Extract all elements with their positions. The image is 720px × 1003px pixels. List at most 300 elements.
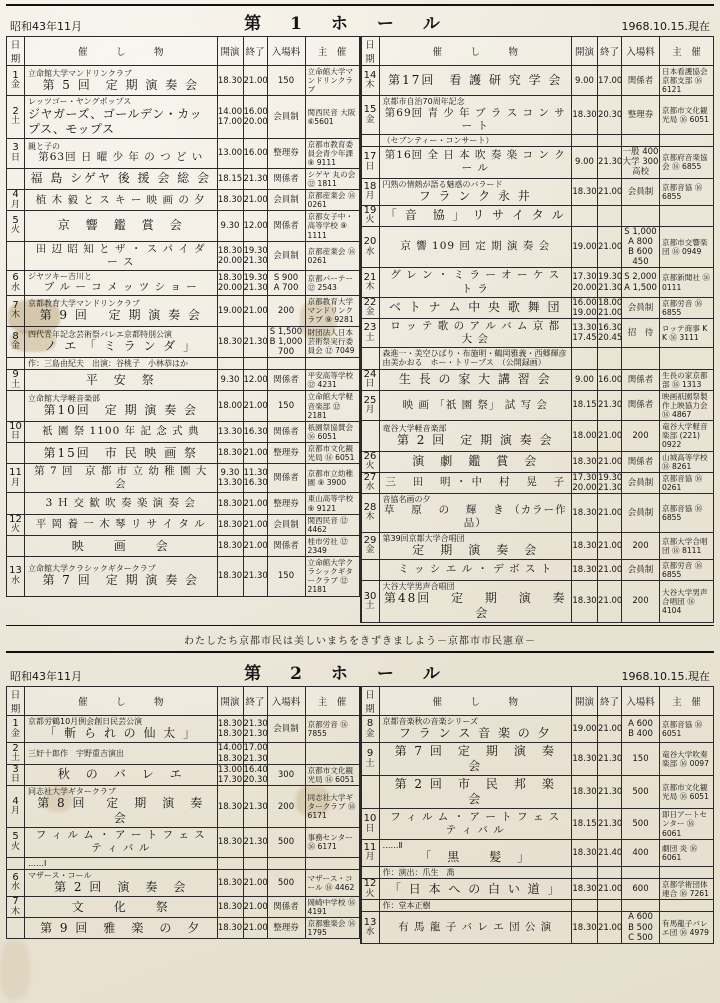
row-start-time [572,866,598,878]
row-event: 同志社大学ギタークラブ 第 8 回 定 期 演 奏 会 [25,786,218,828]
row-end-time: 21.00 [243,535,267,556]
row-host: 関西民音 大阪⑥5601 [305,96,359,138]
row-end-time [598,134,622,146]
table-row [361,580,714,622]
table-row [361,146,714,178]
row-day: 12 火 [361,879,379,900]
hall-section-2 [6,657,714,944]
row-start-time: 18.30 [572,559,598,580]
row-event: 森進一・美空ひばり・布施明・鶴岡雅義・西郷輝彦 由美かおる ホー・トリープス （公開録画） [379,348,572,369]
row-host: 劇団 炎 ⑯ 6061 [660,839,714,866]
row-host [660,348,714,369]
row-day: 23 土 [361,319,379,348]
table-header-row [361,687,714,716]
row-start-time: 19.00 [572,226,598,268]
row-day: 2 土 [7,743,25,764]
table-row [361,866,714,878]
rows-left-hall2 [7,716,360,939]
row-admission-fee: 会員制 [622,559,660,580]
table-header-row [7,687,360,716]
row-event: 演 劇 鑑 賞 会 [379,451,572,472]
row-admission-fee: 関係者 [267,535,305,556]
row-host: 京都市立幼稚園 ⑨ 3900 [305,464,359,493]
table-row [361,319,714,348]
row-day: 10 日 [361,809,379,839]
rows-right-hall1 [361,66,714,623]
row-admission-fee: 会員制 [622,178,660,205]
table-row [7,918,360,939]
row-admission-fee [267,743,305,764]
row-event: 四代青年記念芸術祭バレエ京都特別公演 ノ エ 「 ミ ラ ン ダ 」 [25,326,218,358]
col-start: 開演 [217,687,243,716]
row-start-time: 18.30 [572,776,598,809]
row-event: 秋 の バ レ エ [25,764,218,785]
row-start-time: 18.30 [217,443,243,464]
row-start-time: 18.15 [572,390,598,420]
table-row [7,96,360,138]
row-end-time: 19.30 21.30 [243,270,267,295]
row-day [361,866,379,878]
row-day: 6 水 [7,869,25,896]
row-admission-fee: 会員制 [267,190,305,211]
table-row [361,205,714,226]
row-start-time: 18.30 [572,451,598,472]
row-day: 24 日 [361,369,379,390]
row-day: 2 土 [7,96,25,138]
col-host: 主 催 [305,37,359,66]
row-start-time: 18.30 [217,557,243,596]
row-start-time: 9.30 [217,370,243,391]
row-host: 生長の家京都部 ⑯ 1313 [660,369,714,390]
hall-header [6,657,714,686]
row-event: 第 7 回 定 期 演 奏 会 [379,743,572,776]
row-admission-fee: 招 待 [622,319,660,348]
row-host: 東山高等学校 ⑨ 9121 [305,493,359,514]
row-host [660,866,714,878]
row-end-time: 21.30 [243,326,267,358]
row-start-time: 18.30 [572,879,598,900]
col-start: 開演 [572,37,598,66]
row-host: 事務センター ⑯ 6171 [305,828,359,857]
row-host: 京都労音 ⑯ 6855 [660,297,714,318]
row-event: 第15回 市 民 映 画 祭 [25,443,218,464]
row-event: 平 安 祭 [25,370,218,391]
row-event: ……Ⅱ 「 黒 髪 」 [379,839,572,866]
row-day [361,900,379,912]
row-day [361,776,379,809]
row-day [7,241,25,270]
row-admission-fee [622,900,660,912]
row-event: ロ ッ テ 歌 の ア ル バ ム 京 都 大 会 [379,319,572,348]
table-row [7,716,360,743]
row-host: 京都学術団体連合 ⑯ 7261 [660,879,714,900]
row-host: 京都雅楽会 ⑯ 1795 [305,918,359,939]
row-start-time: 18.15 [572,809,598,839]
schedule-table-left-hall1 [6,36,360,597]
row-start-time: 18.30 [217,190,243,211]
row-end-time: 21.00 [243,190,267,211]
row-day: 1 金 [7,716,25,743]
row-event: 有 馬 龍 子 バ レ エ 団 公 演 [379,912,572,944]
row-admission-fee: 関係者 [267,211,305,241]
row-start-time: 17.30 20.00 [572,268,598,297]
row-event: 第39回京都大学合唱団 定 期 演 奏 会 [379,532,572,559]
hall-as-of-date: 1968.10.15.現在 [621,670,710,684]
row-start-time: 18.30 [572,743,598,776]
row-event: 作：三島由紀夫 出演：谷桃子 小林恭はか [25,358,218,370]
row-end-time: 21.00 [243,443,267,464]
row-admission-fee: 300 [267,764,305,785]
row-start-time: 18.30 [572,532,598,559]
col-end: 終了 [243,37,267,66]
hall-era-date: 昭和43年11月 [10,670,82,684]
row-end-time: 21.00 [598,451,622,472]
row-host: 京都音協 ⑯ 6855 [660,494,714,532]
table-header-row [7,37,360,66]
row-host: 京都音協 ⑯ 6051 [660,716,714,743]
row-start-time: 9.30 13.30 [217,464,243,493]
row-start-time: 18.30 [217,896,243,917]
row-host: 京都産業会 ⑯ 0261 [305,241,359,270]
table-row [7,358,360,370]
row-day: 28 木 [361,494,379,532]
row-start-time: 14.00 17.00 [217,96,243,138]
row-event: 作：堂本正樹 [379,900,572,912]
row-end-time: 21.30 [243,786,267,828]
row-end-time: 17.00 21.30 [243,743,268,764]
row-start-time: 18.30 [572,912,598,944]
row-start-time: 18.30 [572,178,598,205]
row-end-time: 21.00 [243,66,267,96]
row-admission-fee: 会員制 [622,297,660,318]
row-admission-fee: 200 [622,580,660,622]
row-start-time: 18.00 [217,391,243,421]
row-start-time: 18.30 [217,918,243,939]
row-end-time: 19.30 21.30 [598,472,623,493]
row-event: 京 響 109 回 定 期 演 奏 会 [379,226,572,268]
row-day: 5 火 [7,211,25,241]
row-end-time: 21.00 [598,716,622,743]
rows-right-hall2 [361,716,714,944]
row-end-time: 21.00 [598,559,622,580]
table-row [7,896,360,917]
col-host: 主 催 [305,687,359,716]
row-admission-fee: 会員制 [267,716,305,743]
table-row [7,370,360,391]
row-start-time: 19.00 [217,296,243,326]
table-row [361,268,714,297]
table-row [7,764,360,785]
row-day: 10 日 [7,421,25,442]
row-admission-fee: 500 [267,869,305,896]
hall-header [6,7,714,36]
row-day [361,421,379,451]
hall-era-date: 昭和43年11月 [10,20,82,33]
row-event: 立命館大学マンドリンクラブ 第 5 回 定 期 演 奏 会 [25,66,218,96]
row-day: 7 木 [7,296,25,326]
row-host: 祇園祭協賛会 ⑯ 6051 [305,421,359,442]
row-admission-fee: 200 [622,532,660,559]
row-admission-fee: 500 [622,776,660,809]
row-end-time: 16.00 [243,138,267,168]
row-end-time: 21.00 [243,493,267,514]
table-row [361,472,714,493]
table-row [7,828,360,857]
row-admission-fee: 整理券 [622,96,660,134]
row-event: フ ィ ル ム ・ ア ー ト フ ェ ス テ ィ バ ル [379,809,572,839]
table-row [361,912,714,944]
row-host: 関西民音 ⑫ 4462 [305,514,359,535]
row-host: 有馬龍子バレエ団 ⑯ 4979 [660,912,714,944]
row-day [361,559,379,580]
row-end-time: 21.00 [598,421,622,451]
row-day: 29 金 [361,532,379,559]
table-row [361,226,714,268]
row-admission-fee: 整理券 [267,443,305,464]
row-event: 「 音 協 」 リ サ イ タ ル [379,205,572,226]
row-event: 第 2 回 市 民 邦 楽 会 [379,776,572,809]
row-end-time: 21.00 [243,896,267,917]
row-end-time: 21.30 [243,168,267,189]
row-event: 京都音楽秋の音楽シリーズ フ ラ ン ス 音 楽 の 夕 [379,716,572,743]
row-host: 財団法人日本芸術祭実行委員会 ⑫ 7049 [305,326,359,358]
row-start-time: 18.15 [217,168,243,189]
row-end-time: 21.30 [598,776,622,809]
row-day: 9 土 [7,370,25,391]
table-row [361,743,714,776]
row-host: 京都音協 ⑯ 0261 [660,472,714,493]
row-day: 13 水 [7,557,25,596]
row-day: 3 日 [7,138,25,168]
schedule-table-right-hall2 [361,686,715,944]
row-start-time: 9.30 [217,211,243,241]
row-host: 京都音協 ⑯ 6855 [660,178,714,205]
hall-top-rule [6,4,714,6]
row-host: 平安高等学校 ⑫ 4231 [305,370,359,391]
row-admission-fee: 関係者 [267,370,305,391]
row-start-time: 18.30 [217,326,243,358]
row-end-time: 21.00 [598,532,622,559]
row-start-time: 9.00 [572,369,598,390]
row-admission-fee: 500 [622,809,660,839]
row-host: 桂市労社 ⑫ 2349 [305,535,359,556]
row-end-time: 21.00 [598,580,622,622]
table-row [7,535,360,556]
row-end-time: 17.00 [598,66,622,96]
table-row [361,559,714,580]
row-day [7,443,25,464]
row-end-time: 21.00 [598,178,622,205]
row-end-time [598,900,622,912]
row-host: 同志社大学ギタークラブ ⑯ 6171 [305,786,359,828]
col-day: 日期 [361,687,379,716]
row-start-time: 18.30 [572,839,598,866]
table-row [361,839,714,866]
col-day: 日期 [7,37,25,66]
row-end-time: 19.30 21.30 [598,268,622,297]
row-admission-fee: S 1,000 A 800 B 600 450 [622,226,660,268]
row-start-time: 18.30 [217,535,243,556]
row-day: 3 日 [7,764,25,785]
row-day: 5 火 [7,828,25,857]
row-admission-fee: 会員制 [267,514,305,535]
row-admission-fee: 整理券 [267,493,305,514]
row-day [7,535,25,556]
table-row [361,421,714,451]
table-row [7,138,360,168]
row-host [660,900,714,912]
row-event: ベ ト ナ ム 中 央 歌 舞 団 [379,297,572,318]
row-start-time: 18.30 [572,96,598,134]
table-header-row [361,37,714,66]
row-start-time [217,857,243,869]
row-start-time: 13.00 17.30 [217,764,243,785]
row-host: ロッテ商事 K K ⑯ 3111 [660,319,714,348]
row-start-time: 13.00 [217,138,243,168]
table-row [361,451,714,472]
row-end-time: 21.00 [598,226,622,268]
row-event: 映 画 会 [25,535,218,556]
row-day: 25 月 [361,390,379,420]
row-start-time: 18.30 [217,828,243,857]
row-event: 京 響 鑑 賞 会 [25,211,218,241]
row-start-time: 9.00 [572,66,598,96]
row-event: 円熟の情熱が語る魅惑のバラード フ ラ ン ク 永 井 [379,178,572,205]
col-day: 日期 [361,37,379,66]
table-row [361,369,714,390]
row-host: 京都市文化観光局 ⑯ 6051 [305,764,359,785]
row-end-time: 21.00 [598,494,622,532]
row-host: 京都市文化観光局 ⑯ 6051 [660,776,714,809]
schedule-table-left-hall2 [6,686,360,939]
row-host [305,857,359,869]
row-end-time [598,348,622,369]
row-day: 4 月 [7,190,25,211]
row-event: 第 7 回 京 都 市 立 幼 稚 園 大 会 [25,464,218,493]
col-end: 終了 [598,687,622,716]
row-end-time: 21.30 21.30 [243,716,267,743]
row-admission-fee: 関係者 [267,464,305,493]
row-start-time: 19.00 [572,716,598,743]
col-start: 開演 [572,687,598,716]
row-admission-fee: 関係者 [622,369,660,390]
table-row [7,443,360,464]
row-event: ジヤツキー吉川と ブ ル ー コ メ ッ ツ シ ョ ー [25,270,218,295]
row-host: 京都府音楽協会 ⑯ 6855 [660,146,714,178]
row-end-time: 21.00 [243,918,267,939]
row-start-time [572,205,598,226]
row-day: 4 月 [7,786,25,828]
row-event: 植 木 毅 と ス キ ー 映 画 の 夕 [25,190,218,211]
row-admission-fee: 150 [622,743,660,776]
row-admission-fee: 400 [622,839,660,866]
table-row [361,96,714,134]
row-end-time [598,205,622,226]
col-host: 主 催 [660,37,714,66]
col-fee: 入場料 [622,687,660,716]
col-host: 主 催 [660,687,714,716]
row-day: 11 月 [7,464,25,493]
row-host: 京都教育大学マンドリンクラブ ⑨ 9281 [305,296,359,326]
row-day [361,348,379,369]
row-host: 京都市文化観光局 ⑯ 6051 [660,96,714,134]
row-end-time: 21.40 [598,839,622,866]
table-row [361,348,714,369]
row-admission-fee: 200 [267,786,305,828]
table-row [361,809,714,839]
row-end-time: 16.00 20.00 [243,96,267,138]
row-host: 映画祇園祭製作上映協力会 ⑯ 4867 [660,390,714,420]
table-row [7,326,360,358]
row-host: 京都市交響楽団 ⑯ 0949 [660,226,714,268]
table-row [361,178,714,205]
row-start-time: 18.30 18.30 [217,716,243,743]
row-admission-fee [622,866,660,878]
col-fee: 入場料 [267,37,305,66]
row-admission-fee: 150 [267,391,305,421]
row-host: 立命館大学マンドリンクラブ [305,66,359,96]
row-admission-fee: 整理券 [267,138,305,168]
table-row [7,391,360,421]
row-host: 岡崎中学校 ⑯ 4191 [305,896,359,917]
row-day: 19 火 [361,205,379,226]
hall-title: 第 2 ホ ー ル [244,664,446,685]
row-admission-fee: S 900 A 700 [267,270,305,295]
table-row [7,270,360,295]
row-admission-fee: 200 [622,421,660,451]
row-day: 6 水 [7,270,25,295]
row-admission-fee [267,358,305,370]
table-row [361,494,714,532]
col-end: 終了 [598,37,622,66]
table-row [361,297,714,318]
row-event: 生 長 の 家 大 講 習 会 [379,369,572,390]
row-end-time: 12.00 [243,370,267,391]
row-start-time: 16.00 19.00 [572,297,597,318]
row-host: 立命館大学軽音楽部 ⑫ 2181 [305,391,359,421]
row-event: 平 岡 養 一 木 琴 リ サ イ タ ル [25,514,218,535]
row-admission-fee: 会員制 [622,494,660,532]
table-row [361,716,714,743]
row-start-time: 18.00 [572,421,598,451]
row-host: 山城高等学校 ⑯ 8261 [660,451,714,472]
row-host: 京都労音 ⑯ 6855 [660,559,714,580]
row-start-time: 18.30 20.00 [217,241,243,270]
row-host [305,358,359,370]
row-day: 30 土 [361,580,379,622]
hall-section-1 [6,4,714,653]
row-day: 8 金 [7,326,25,358]
row-host: シゲヤ 丸の会 ⑫ 1811 [305,168,359,189]
row-end-time: 21.30 [598,809,622,839]
row-day: 15 金 [361,96,379,134]
row-start-time [572,134,598,146]
row-admission-fee [267,857,305,869]
row-event: 京都労鶴10月例会創日民芸公演 「 斬 ら れ の 仙 太 」 [25,716,218,743]
row-admission-fee: 関係者 [622,390,660,420]
row-day: 14 木 [361,66,379,96]
row-event: 三好十郎作 宇野重吉演出 [25,743,218,764]
row-host: 京都女子中・高等学校 ⑨ 1111 [305,211,359,241]
row-day [361,134,379,146]
row-host: 京都市教育委員会青少年課 ⑨ 9111 [305,138,359,168]
col-fee: 入場料 [267,687,305,716]
row-host: 京都労音 ⑯ 7855 [305,716,359,743]
row-start-time: 9.00 [572,146,598,178]
table-row [361,776,714,809]
row-end-time: 16.40 20.30 [243,764,268,785]
row-event: グ レ ン ・ ミ ラ ー オ ー ケ ス ト ラ [379,268,572,297]
